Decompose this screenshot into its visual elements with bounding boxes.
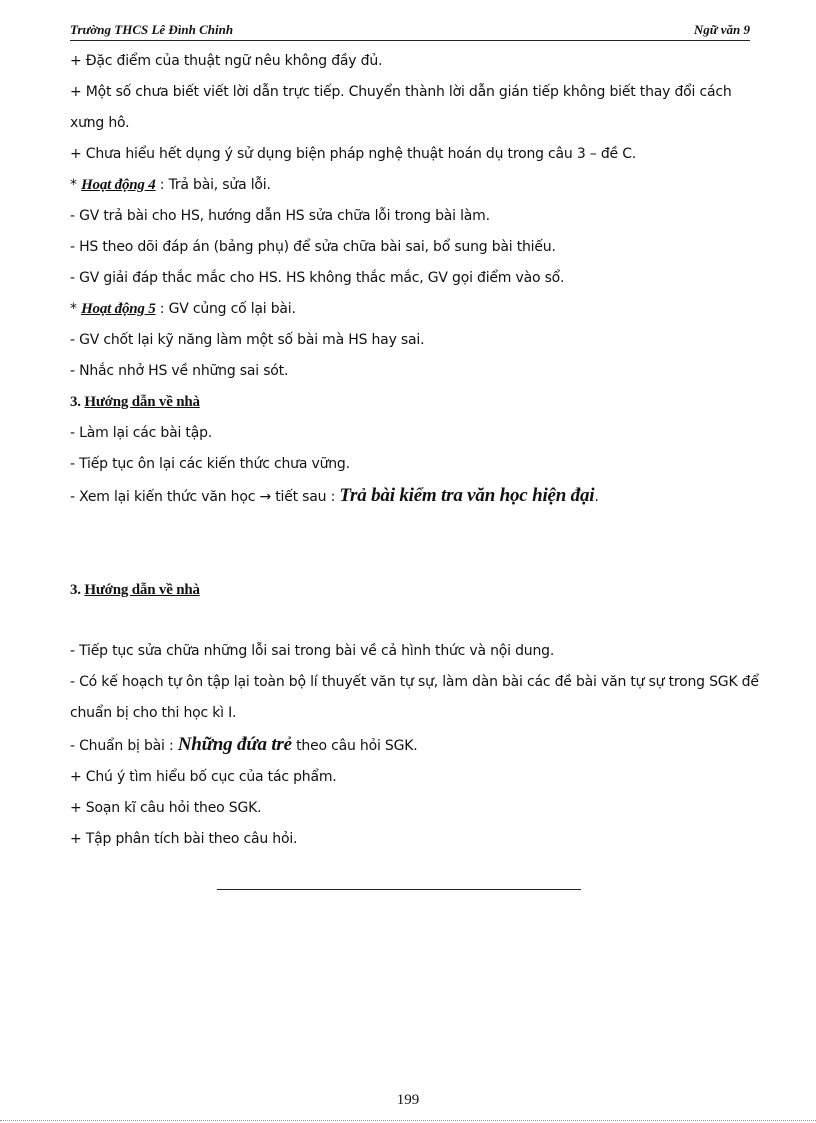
page-number: 199	[396, 1092, 420, 1108]
section-2-number: 3.	[70, 582, 85, 598]
line-18-end: theo câu hỏi SGK.	[291, 738, 418, 754]
activity-4-star: *	[70, 177, 82, 193]
spacer	[70, 606, 764, 636]
activity-4-title: Hoạt động 4	[81, 177, 156, 193]
line-10: - Nhắc nhở HS về những sai sót.	[70, 363, 289, 379]
line-1: + Đặc điểm của thuật ngữ nêu không đầy đủ.	[70, 53, 383, 69]
line-18	[70, 729, 764, 762]
section-1-number: 3.	[70, 394, 85, 410]
section-heading-1	[70, 387, 764, 418]
line-19: + Chú ý tìm hiểu bố cục của tác phẩm.	[70, 769, 337, 785]
line-12: - Làm lại các bài tập.	[70, 425, 213, 441]
end-divider	[217, 889, 581, 890]
section-2-title: Hướng dẫn về nhà	[84, 582, 200, 598]
page-header	[70, 22, 750, 41]
line-16: - Tiếp tục sửa chữa những lỗi sai trong bài về cả hình thức và nội dung.	[70, 643, 555, 659]
line-9: - GV chốt lại kỹ năng làm một số bài mà HS hay sai.	[70, 332, 425, 348]
line-13: - Tiếp tục ôn lại các kiến thức chưa vững.	[70, 456, 350, 472]
line-14-end: .	[594, 489, 599, 505]
activity-5	[70, 294, 764, 325]
line-7: - GV giải đáp thắc mắc cho HS. HS không thắc mắc, GV gọi điểm vào sổ.	[70, 270, 565, 286]
activity-5-title: Hoạt động 5	[81, 301, 156, 317]
document-body	[70, 46, 764, 855]
line-18-text: - Chuẩn bị bài :	[70, 738, 178, 754]
line-17: - Có kế hoạch tự ôn tập lại toàn bộ lí thuyết văn tự sự, làm dàn bài các đề bài văn tự sự trong SGK để chuẩn bị cho thi học kì I.	[70, 674, 759, 721]
spacer	[70, 513, 764, 575]
line-14	[70, 480, 764, 513]
footer-border	[0, 1120, 816, 1121]
next-lesson-title: Trả bài kiểm tra văn học hiện đại	[339, 485, 595, 506]
activity-5-star: *	[70, 301, 82, 317]
line-20: + Soạn kĩ câu hỏi theo SGK.	[70, 800, 262, 816]
line-3: + Chưa hiểu hết dụng ý sử dụng biện pháp nghệ thuật hoán dụ trong câu 3 – đề C.	[70, 146, 637, 162]
line-5: - GV trả bài cho HS, hướng dẫn HS sửa chữa lỗi trong bài làm.	[70, 208, 490, 224]
subject-name: Ngữ văn 9	[693, 22, 750, 37]
section-1-title: Hướng dẫn về nhà	[84, 394, 200, 410]
line-14-text: - Xem lại kiến thức văn học → tiết sau :	[70, 489, 340, 505]
activity-4	[70, 170, 764, 201]
activity-4-desc: : Trả bài, sửa lỗi.	[155, 177, 271, 193]
school-name: Trường THCS Lê Đình Chinh	[70, 22, 234, 37]
line-21: + Tập phân tích bài theo câu hỏi.	[70, 831, 298, 847]
line-2: + Một số chưa biết viết lời dẫn trực tiếp. Chuyển thành lời dẫn gián tiếp không biết thay đổi cách xưng hô.	[70, 84, 732, 131]
line-6: - HS theo dõi đáp án (bảng phụ) để sửa chữa bài sai, bổ sung bài thiếu.	[70, 239, 556, 255]
section-heading-2	[70, 575, 764, 606]
activity-5-desc: : GV củng cố lại bài.	[155, 301, 296, 317]
prepare-lesson-title: Những đứa trẻ	[177, 734, 292, 755]
